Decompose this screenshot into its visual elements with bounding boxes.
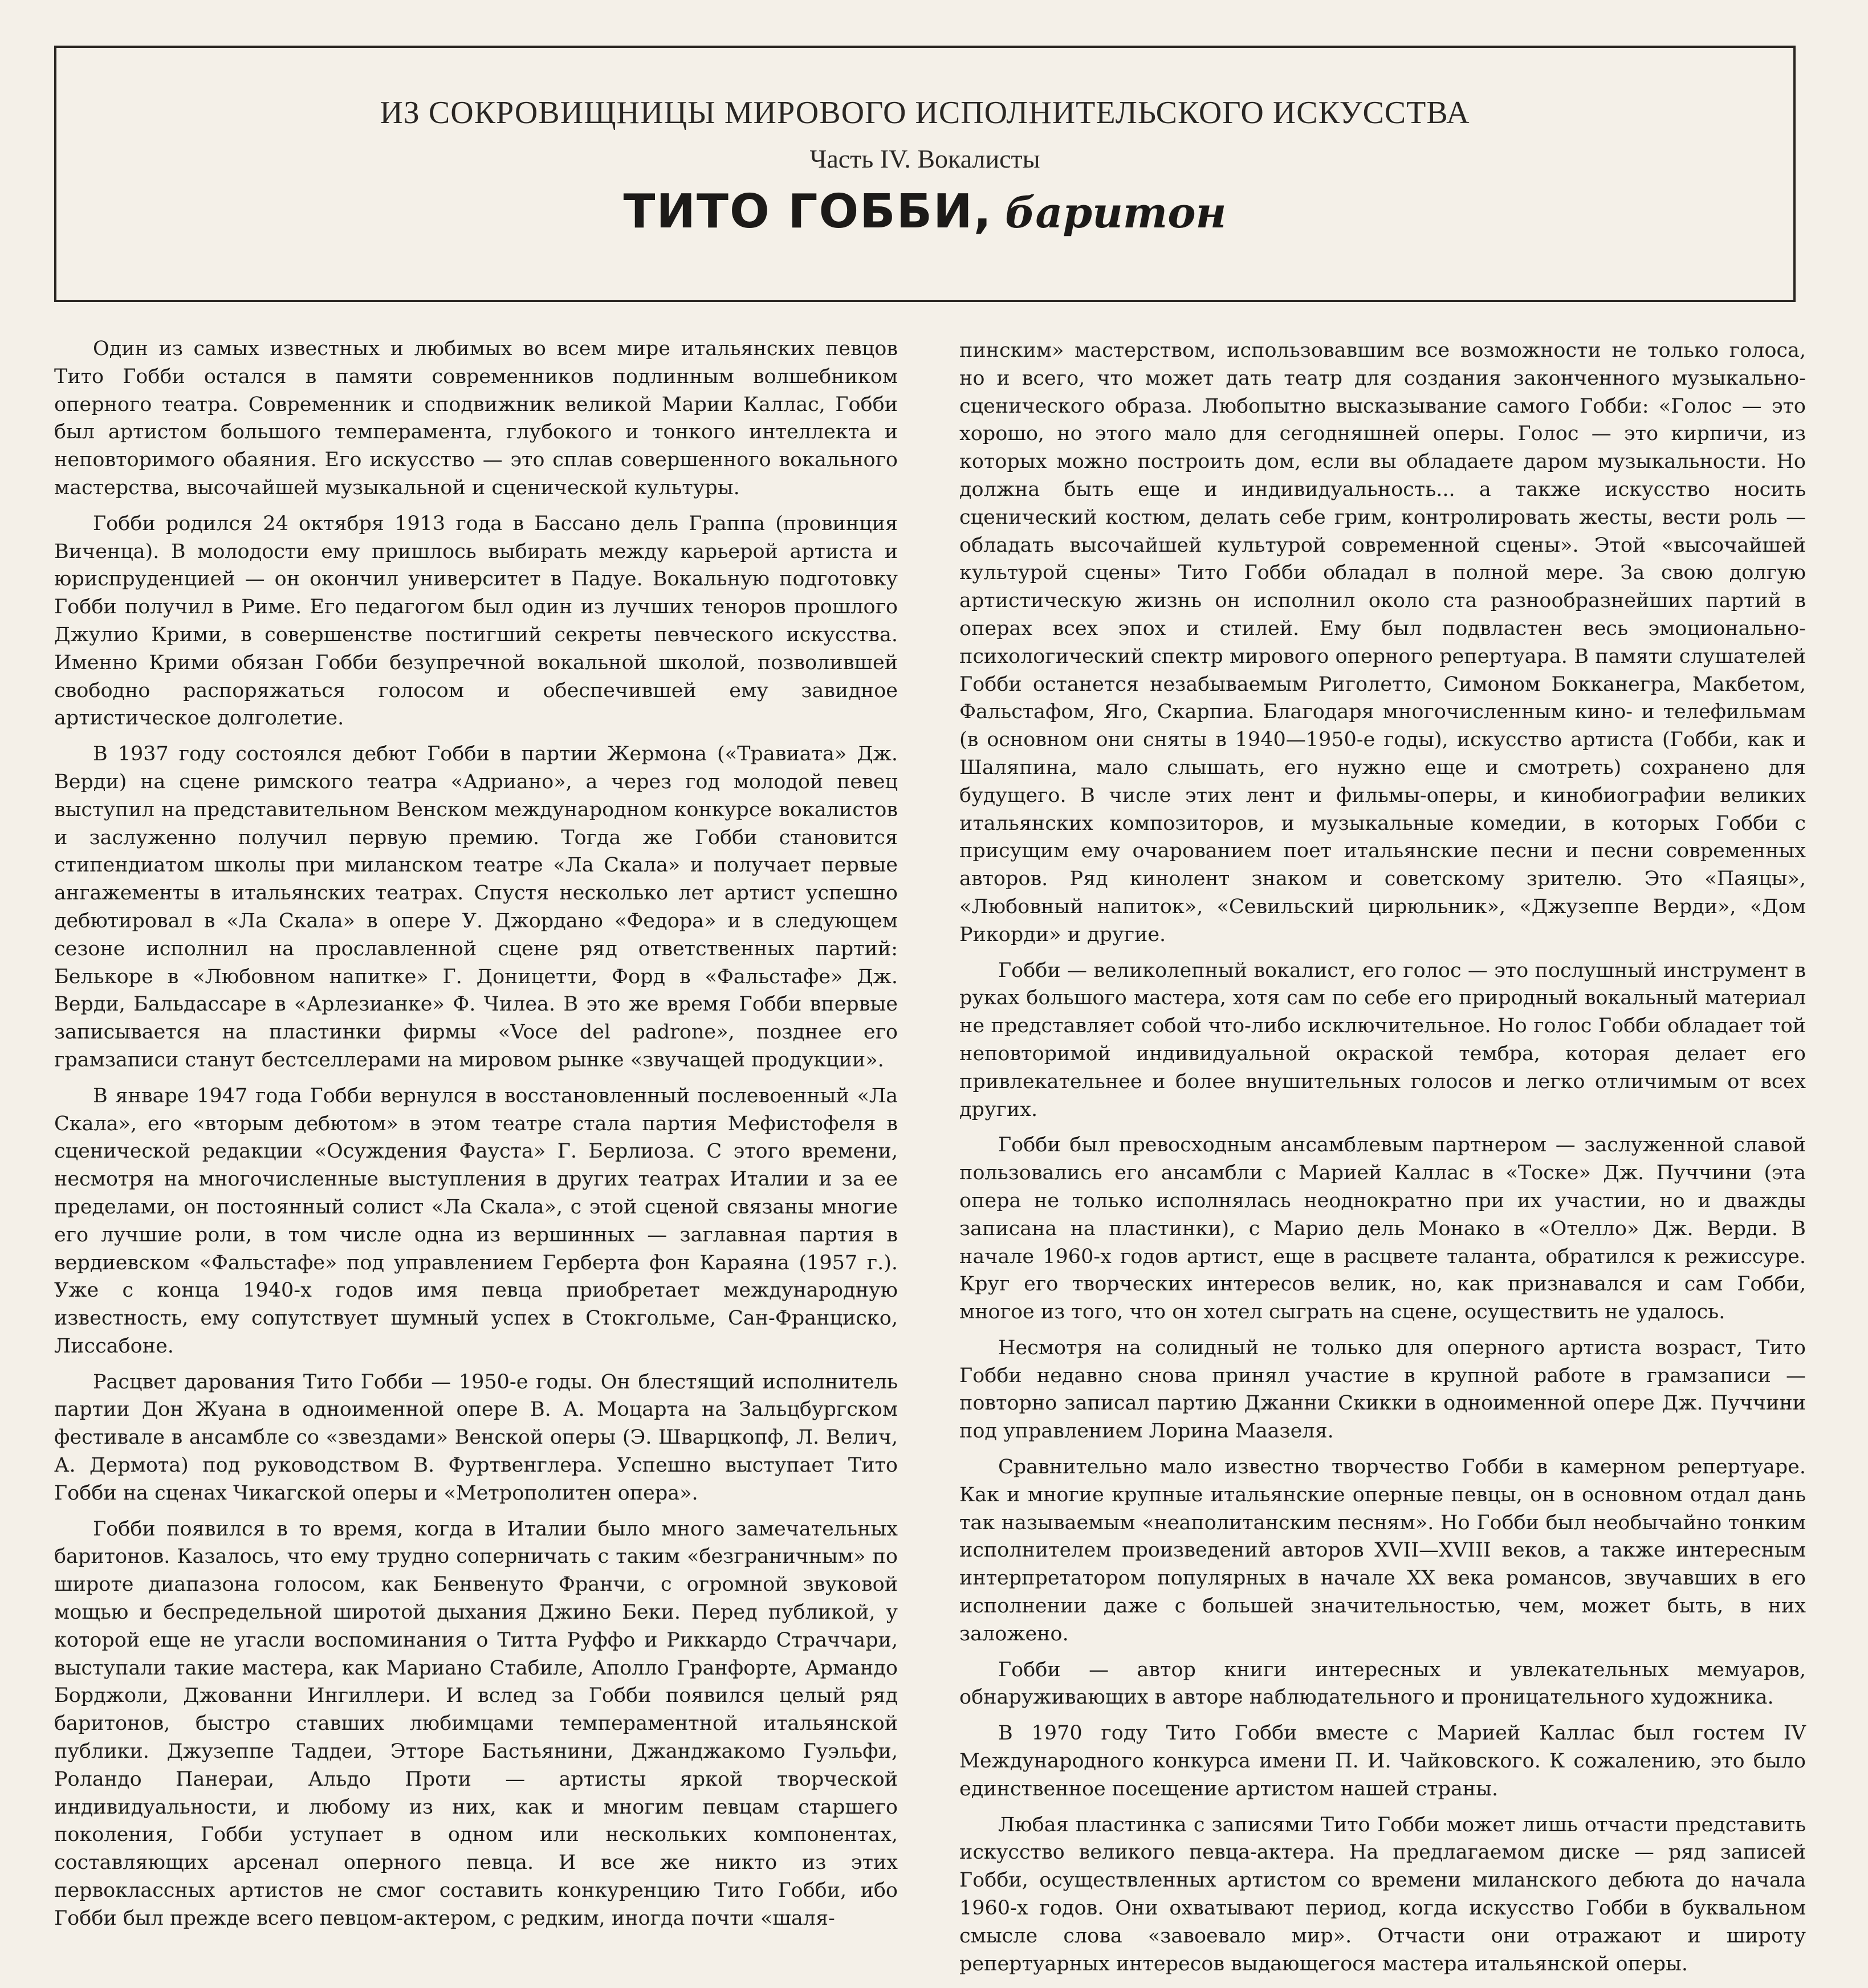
paragraph: Гобби был превосходным ансамблевым партнером — заслуженной славой пользовались его ансамбли с Марией Каллас в «Тоске» Дж. Пуччини (эта опера не только исполнялась неоднократно при их участии, но и дважды записана на пластинки), с Марио дель Монако в «Отелло» Дж. Верди. В начале 1960-х годов артист, еще в расцвете таланта, обратился к режиссуре. Круг его творческих интересов велик, но, как признавался и сам Гобби, многое из того, что он хотел сыграть на сцене, осуществить не удалось. (959, 1134, 1806, 1324)
paragraph: Сравнительно мало известно творчество Гобби в камерном репертуаре. Как и многие крупные итальянские оперные певцы, он в основном отдал дань так называемым «неаполитанским песням». Но Гобби был необычайно тонким исполнителем произведений авторов XVII—XVIII веков, а также интересным интерпретатором популярных в начале XX века романсов, звучавших в его исполнении даже с большей значительностью, чем, может быть, в них заложено. (959, 1456, 1806, 1645)
series-title: ИЗ СОКРОВИЩНИЦЫ МИРОВОГО ИСПОЛНИТЕЛЬСКОГО ИСКУССТВА (380, 95, 1470, 131)
header-frame (54, 46, 1796, 302)
left-column (54, 335, 898, 1941)
paragraph: В 1937 году состоялся дебют Гобби в партии Жермона («Травиата» Дж. Верди) на сцене римского театра «Адриано», а через год молодой певец выступил на представительном Венском международном конкурсе вокалистов и заслуженно получил первую премию. Тогда же Гобби становится стипендиатом школы при миланском театре «Ла Скала» и получает первые ангажементы в итальянских театрах. Спустя несколько лет артист успешно дебютировал в «Ла Скала» в опере У. Джордано «Федора» и в следующем сезоне исполнил на прославленной сцене ряд ответственных партий: Белькоре в «Любовном напитке» Г. Доницетти, Форд в «Фальстафе» Дж. Верди, Бальдассаре в «Арлезианке» Ф. Чилеа. В это же время Гобби впервые записывается на пластинки фирмы «Voce del padrone», позднее его грамзаписи станут бестселлерами на мировом рынке «звучащей продукции». (54, 743, 898, 1072)
part-subtitle: Часть IV. Вокалисты (809, 144, 1040, 173)
paragraph: Гобби появился в то время, когда в Италии было много замечательных баритонов. Казалось, что ему трудно соперничать с таким «безграничным» по широте диапазона голосом, как Бенвенуто Франчи, с огромной звуковой мощью и беспредельной широтой дыхания Джино Беки. Перед публикой, у которой еще не угасли воспоминания о Титта Руффо и Риккардо Страччари, выступали такие мастера, как Мариано Стабиле, Аполло Гранфорте, Армандо Борджоли, Джованни Ингиллери. И вслед за Гобби появился целый ряд баритонов, быстро ставших любимцами темпераментной итальянской публики. Джузеппе Таддеи, Этторе Бастьянини, Джанджакомо Гуэльфи, Роландо Панераи, Альдо Проти — артисты яркой творческой индивидуальности, и любому из них, как и многим певцам старшего поколения, Гобби уступает в одном или нескольких компонентах, составляющих арсенал оперного певца. И все же никто из этих первоклассных артистов не смог составить конкуренцию Тито Гобби, ибо Гобби был прежде всего певцом-актером, с редким, иногда почти «шаля- (54, 1517, 898, 1930)
paragraph: В январе 1947 года Гобби вернулся в восстановленный послевоенный «Ла Скала», его «вторым дебютом» в этом театре стала партия Мефистофеля в сценической редакции «Осуждения Фауста» Г. Берлиоза. С этого времени, несмотря на многочисленные выступления в других театрах Италии и за ее пределами, он постоянный солист «Ла Скала», с этой сценой связаны многие его лучшие роли, в том числе одна из вершинных — заглавная партия в вердиевском «Фальстафе» под управлением Герберта фон Караяна (1957 г.). Уже с конца 1940-х годов имя певца приобретает международную известность, ему сопутствует шумный успех в Стокгольме, Сан-Франциско, Лиссабоне. (54, 1084, 898, 1358)
title-voice-type: баритон (1004, 189, 1227, 238)
page-title (56, 185, 1793, 239)
title-singer-name: ТИТО ГОББИ, (623, 185, 992, 239)
paragraph: Гобби родился 24 октября 1913 года в Бассано дель Граппа (провинция Виченца). В молодости ему пришлось выбирать между карьерой артиста и юриспруденцией — он окончил университет в Падуе. Вокальную подготовку Гобби получил в Риме. Его педагогом был один из лучших теноров прошлого Джулио Крими, в совершенстве постигший секреты певческого искусства. Именно Крими обязан Гобби безупречной вокальной школой, позволившей свободно распоряжаться голосом и обеспечившей ему завидное артистическое долголетие. (54, 512, 898, 730)
paragraph: Один из самых известных и любимых во всем мире итальянских певцов Тито Гобби остался в памяти современников подлинным волшебником оперного театра. Современник и сподвижник великой Марии Каллас, Гобби был артистом большого темперамента, глубокого и тонкого интеллекта и неповторимого обаяния. Его искусство — это сплав совершенного вокального мастерства, высочайшей музыкальной и сценической культуры. (54, 337, 898, 499)
paragraph: Расцвет дарования Тито Гобби — 1950-е годы. Он блестящий исполнитель партии Дон Жуана в одноименной опере В. А. Моцарта на Зальцбургском фестивале в ансамбле со «звездами» Венской оперы (Э. Шварцкопф, Л. Велич, А. Дермота) под руководством В. Фуртвенглера. Успешно выступает Тито Гобби на сценах Чикагской оперы и «Метрополитен опера». (54, 1370, 898, 1505)
paragraph: Гобби — автор книги интересных и увлекательных мемуаров, обнаруживающих в авторе наблюдательного и проницательного художника. (959, 1658, 1806, 1709)
paragraph: В 1970 году Тито Гобби вместе с Марией Каллас был гостем IV Международного конкурса имени П. И. Чайковского. К сожалению, это было единственное посещение артистом нашей страны. (959, 1722, 1806, 1800)
paragraph-continued: пинским» мастерством, использовавшим все возможности не только голоса, но и всего, что может дать театр для создания законченного музыкально-сценического образа. Любопытно высказывание самого Гобби: «Голос — это хорошо, но этого мало для сегодняшней оперы. Голос — это кирпичи, из которых можно построить дом, если вы обладаете даром музыкальности. Но должна быть еще и индивидуальность... а также искусство носить сценический костюм, делать себе грим, контролировать жесты, вести роль — обладать высочайшей культурой современной сцены». Этой «высочайшей культурой сцены» Тито Гобби обладал в полной мере. За свою долгую артистическую жизнь он исполнил около ста разнообразнейших партий в операх всех эпох и стилей. Ему был подвластен весь эмоционально-психологический спектр мирового оперного репертуара. В памяти слушателей Гобби останется незабываемым Риголетто, Симоном Бокканегра, Макбетом, Фальстафом, Яго, Скарпиа. Благодаря многочисленным кино- и телефильмам (в основном они сняты в 1940—1950-е годы), искусство артиста (Гобби, как и Шаляпина, мало слышать, его нужно еще и смотреть) сохранено для будущего. В числе этих лент и фильмы-оперы, и кинобиографии великих итальянских композиторов, и музыкальные комедии, в которых Гобби с присущим ему очарованием поет итальянские песни и песни современных авторов. Ряд кинолент знаком и советскому зрителю. Это «Паяцы», «Любовный напиток», «Севильский цирюльник», «Джузеппе Верди», «Дом Рикорди» и другие. (959, 339, 1806, 946)
paragraph: Несмотря на солидный не только для оперного артиста возраст, Тито Гобби недавно снова принял участие в крупной работе в грамзаписи — повторно записал партию Джанни Скикки в одноименной опере Дж. Пуччини под управлением Лорина Маазеля. (959, 1336, 1806, 1443)
paragraph: Любая пластинка с записями Тито Гобби может лишь отчасти представить искусство великого певца-актера. На предлагаемом диске — ряд записей Гобби, осуществленных артистом со времени миланского дебюта до начала 1960-х годов. Они охватывают период, когда искусство Гобби в буквальном смысле слова «завоевало мир». Отчасти они отражают и широту репертуарных интересов выдающегося мастера итальянской оперы. (959, 1813, 1806, 1975)
right-column (959, 337, 1806, 1986)
paragraph: Гобби — великолепный вокалист, его голос — это послушный инструмент в руках большого мастера, хотя сам по себе его природный вокальный материал не представляет собой что-либо исключительное. Но голос Гобби обладает той неповторимой индивидуальной окраской тембра, которая делает его привлекательнее и более внушительных голосов и легко отличимым от всех других. (959, 959, 1806, 1121)
